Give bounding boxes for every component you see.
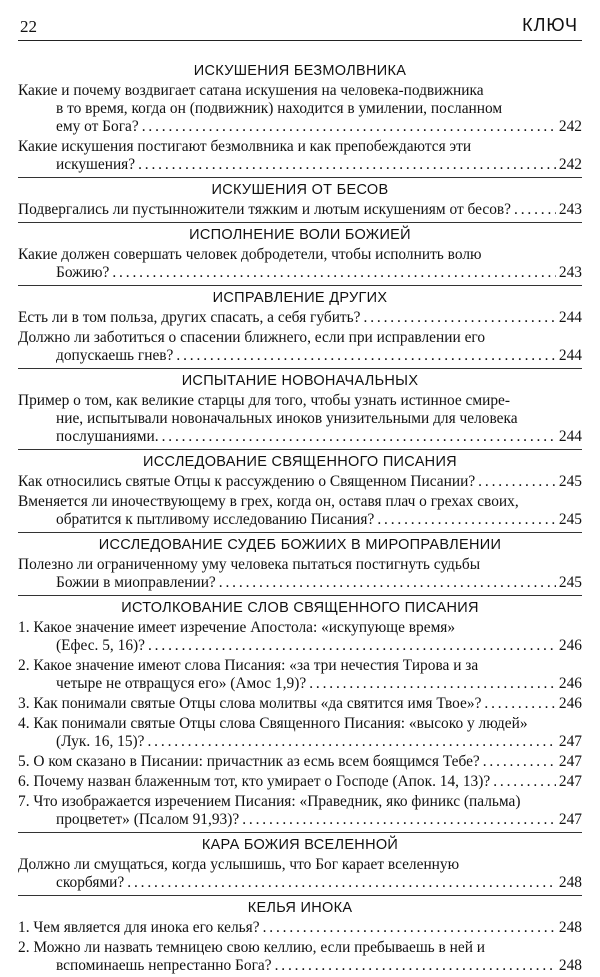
page-reference: 242 xyxy=(558,156,582,173)
page-reference: 246 xyxy=(558,675,582,692)
entry-line xyxy=(18,695,582,713)
entry-line xyxy=(18,309,582,327)
index-section xyxy=(18,832,582,892)
page-reference: 247 xyxy=(558,733,582,750)
entry-text: послушаниями. xyxy=(56,428,159,445)
index-entry xyxy=(18,619,582,655)
page-reference: 247 xyxy=(558,773,582,790)
entry-line xyxy=(18,574,582,592)
entry-text: 7. Что изображается изречением Писания: «Праведник, яко финикс (пальма) xyxy=(18,793,521,810)
entry-text: в то время, когда он (подвижник) находится в умилении, посланном xyxy=(56,100,503,117)
page-reference: 247 xyxy=(558,811,582,828)
dot-leader xyxy=(176,347,556,365)
entry-text: Как относились святые Отцы к рассуждению о Священном Писании? xyxy=(18,473,476,490)
index-section xyxy=(18,177,582,219)
dot-leader xyxy=(377,511,556,529)
index-entry xyxy=(18,309,582,327)
page-reference: 242 xyxy=(558,118,582,135)
entry-text: Какие искушения постигают безмолвника и как препобеждаются эти xyxy=(18,138,472,155)
dot-leader xyxy=(364,309,556,327)
index-section xyxy=(18,595,582,829)
dot-leader xyxy=(483,753,556,771)
entry-text: Должно ли заботиться о спасении ближнего, если при исправлении его xyxy=(18,329,486,346)
dot-leader xyxy=(263,919,556,937)
section-title: ИСПОЛНЕНИЕ ВОЛИ БОЖИЕЙ xyxy=(18,222,582,244)
entry-text: Полезно ли ограниченному уму человека пытаться постигнуть судьбы xyxy=(18,556,481,573)
entry-text: вспоминаешь непрестанно Бога? xyxy=(56,957,272,974)
entry-text: 1. Чем является для инока его келья? xyxy=(18,919,260,936)
section-title: ИСПЫТАНИЕ НОВОНАЧАЛЬНЫХ xyxy=(18,368,582,390)
entry-line xyxy=(18,715,582,733)
entry-text: 5. О ком сказано в Писании: причастник аз есмь всем боящимся Тебе? xyxy=(18,753,480,770)
entry-line xyxy=(18,811,582,829)
entry-line xyxy=(18,856,582,874)
entry-line xyxy=(18,675,582,693)
entry-text: 6. Почему назван блаженным тот, кто умирает о Господе (Апок. 14, 13)? xyxy=(18,773,491,790)
entry-text: ему от Бога? xyxy=(56,118,139,135)
section-title: ИССЛЕДОВАНИЕ СВЯЩЕННОГО ПИСАНИЯ xyxy=(18,449,582,471)
page-reference: 248 xyxy=(558,919,582,936)
entry-line xyxy=(18,201,582,219)
section-title: ИСПРАВЛЕНИЕ ДРУГИХ xyxy=(18,285,582,307)
entry-text: четыре не отвращуся его» (Амос 1,9)? xyxy=(56,675,307,692)
dot-leader xyxy=(162,428,556,446)
entry-line xyxy=(18,264,582,282)
entry-line xyxy=(18,556,582,574)
entry-text: Вменяется ли иночествующему в грех, когда он, оставя плач о грехах своих, xyxy=(18,493,519,510)
entry-text: скорбями? xyxy=(56,874,125,891)
entry-text: 4. Как понимали святые Отцы слова Священного Писания: «высоко у людей» xyxy=(18,715,528,732)
entry-line xyxy=(18,82,582,100)
entry-line xyxy=(18,138,582,156)
index-entry xyxy=(18,919,582,937)
entry-text: обратится к пытливому исследованию Писания? xyxy=(56,511,375,528)
dot-leader xyxy=(142,118,556,136)
page-reference: 243 xyxy=(558,201,582,218)
entry-text: (Лук. 16, 15)? xyxy=(56,733,145,750)
page-reference: 248 xyxy=(558,874,582,891)
page-reference: 245 xyxy=(558,473,582,490)
index-entry xyxy=(18,82,582,136)
page-reference: 244 xyxy=(558,309,582,326)
entry-line xyxy=(18,637,582,655)
section-title: ИССЛЕДОВАНИЕ СУДЕБ БОЖИИХ В МИРОПРАВЛЕНИИ xyxy=(18,532,582,554)
dot-leader xyxy=(127,874,556,892)
page-reference: 244 xyxy=(558,428,582,445)
dot-leader xyxy=(484,695,556,713)
index-entry xyxy=(18,329,582,365)
dot-leader xyxy=(493,773,556,791)
entry-line xyxy=(18,392,582,410)
index-entry xyxy=(18,556,582,592)
entry-text: Подвергались ли пустынножители тяжким и лютым искушениям от бесов? xyxy=(18,201,511,218)
index-entry xyxy=(18,753,582,771)
index-entry xyxy=(18,657,582,693)
entry-text: Должно ли смущаться, когда услышишь, что Бог карает вселенную xyxy=(18,856,460,873)
index-entry xyxy=(18,493,582,529)
entry-line xyxy=(18,156,582,174)
entry-line xyxy=(18,874,582,892)
entry-line xyxy=(18,410,582,428)
entry-line xyxy=(18,100,582,118)
entry-text: 1. Какое значение имеет изречение Апостола: «искупующе время» xyxy=(18,619,456,636)
section-title: КЕЛЬЯ ИНОКА xyxy=(18,895,582,917)
index-section xyxy=(18,895,582,975)
entry-line xyxy=(18,473,582,491)
entry-text: допускаешь гнев? xyxy=(56,347,174,364)
page-reference: 246 xyxy=(558,695,582,712)
page-reference: 245 xyxy=(558,511,582,528)
entry-text: Какие и почему воздвигает сатана искушения на человека-подвижника xyxy=(18,82,484,99)
page-reference: 247 xyxy=(558,753,582,770)
index-section xyxy=(18,285,582,365)
index-entry xyxy=(18,138,582,174)
entry-line xyxy=(18,657,582,675)
running-title: КЛЮЧ xyxy=(522,15,578,35)
dot-leader xyxy=(275,957,556,975)
entry-text: искушения? xyxy=(56,156,136,173)
section-title: ИСКУШЕНИЯ БЕЗМОЛВНИКА xyxy=(193,63,407,79)
index-entry xyxy=(18,246,582,282)
entry-line xyxy=(18,511,582,529)
entry-line xyxy=(18,939,582,957)
index-entry xyxy=(18,473,582,491)
entry-line xyxy=(18,428,582,446)
dot-leader xyxy=(219,574,556,592)
dot-leader xyxy=(309,675,556,693)
entry-line xyxy=(18,793,582,811)
section-title: ИСТОЛКОВАНИЕ СЛОВ СВЯЩЕННОГО ПИСАНИЯ xyxy=(18,595,582,617)
dot-leader xyxy=(112,264,556,282)
entry-line xyxy=(18,246,582,264)
entry-line xyxy=(18,118,582,136)
running-head xyxy=(18,10,582,41)
index-section xyxy=(18,449,582,529)
dot-leader xyxy=(138,156,556,174)
index-entry xyxy=(18,715,582,751)
index-section xyxy=(18,62,582,174)
entry-line xyxy=(18,773,582,791)
entry-line xyxy=(18,753,582,771)
entry-line xyxy=(18,619,582,637)
page-reference: 248 xyxy=(558,957,582,974)
page-number: 22 xyxy=(20,17,37,36)
index-entry xyxy=(18,695,582,713)
entry-text: 3. Как понимали святые Отцы слова молитвы «да святится имя Твое»? xyxy=(18,695,482,712)
entry-text: 2. Можно ли назвать темницею свою келлию, если пребываешь в ней и xyxy=(18,939,486,956)
entry-text: (Ефес. 5, 16)? xyxy=(56,637,145,654)
entry-text: ние, испытывали новоначальных иноков унизительными для человека xyxy=(56,410,518,427)
index-entry xyxy=(18,392,582,446)
entry-line xyxy=(18,733,582,751)
index-entry xyxy=(18,793,582,829)
entry-text: Божию? xyxy=(56,264,110,281)
entry-text: 2. Какое значение имеют слова Писания: «за три нечестия Тирова и за xyxy=(18,657,479,674)
entry-text: Божии в миоправлении? xyxy=(56,574,216,591)
index-entry xyxy=(18,201,582,219)
dot-leader xyxy=(147,733,555,751)
index-entry xyxy=(18,773,582,791)
entry-line xyxy=(18,957,582,975)
subject-index xyxy=(18,62,582,977)
dot-leader xyxy=(148,637,556,655)
page-reference: 244 xyxy=(558,347,582,364)
entry-text: Есть ли в том польза, других спасать, а себя губить? xyxy=(18,309,361,326)
index-section xyxy=(18,222,582,282)
page-reference: 243 xyxy=(558,264,582,281)
entry-line xyxy=(18,347,582,365)
page-reference: 245 xyxy=(558,574,582,591)
entry-line xyxy=(18,919,582,937)
dot-leader xyxy=(478,473,556,491)
entry-line xyxy=(18,493,582,511)
entry-text: Пример о том, как великие старцы для того, чтобы узнать истинное смире- xyxy=(18,392,510,409)
page-reference: 246 xyxy=(558,637,582,654)
index-entry xyxy=(18,939,582,975)
section-title: КАРА БОЖИЯ ВСЕЛЕННОЙ xyxy=(18,832,582,854)
dot-leader xyxy=(242,811,556,829)
section-title: ИСКУШЕНИЯ ОТ БЕСОВ xyxy=(18,177,582,199)
dot-leader xyxy=(514,201,556,219)
entry-text: Какие должен совершать человек добродетели, чтобы исполнить волю xyxy=(18,246,482,263)
entry-text: процветет» (Псалом 91,93)? xyxy=(56,811,240,828)
entry-line xyxy=(18,329,582,347)
index-section xyxy=(18,368,582,446)
index-entry xyxy=(18,856,582,892)
index-section xyxy=(18,532,582,592)
